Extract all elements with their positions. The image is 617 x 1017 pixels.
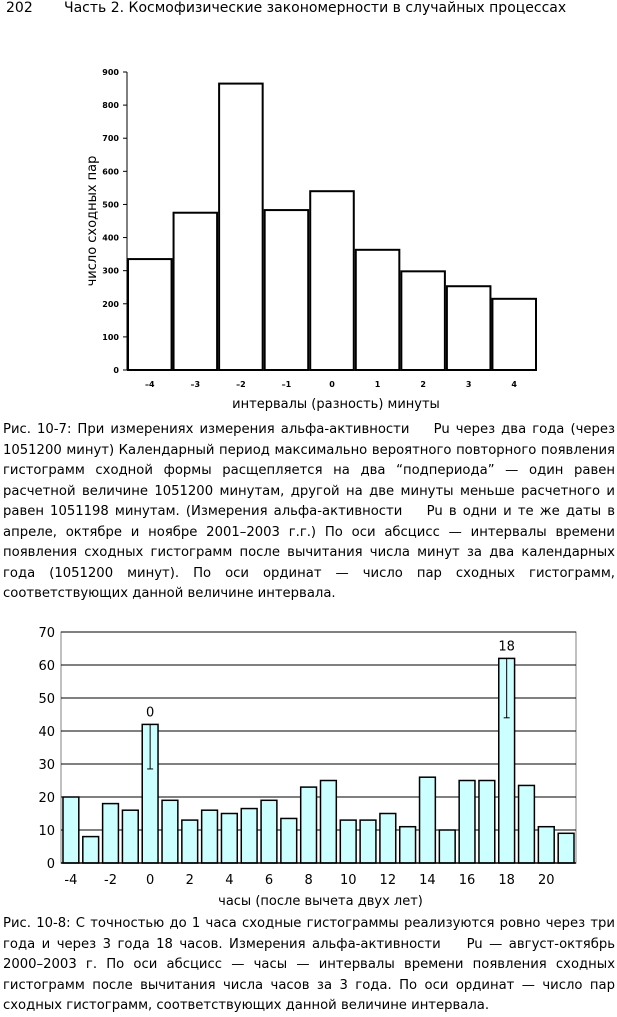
bar	[162, 800, 178, 863]
bar	[479, 781, 495, 864]
x-axis-label: часы (после вычета двух лет)	[218, 894, 423, 909]
histogram-hours-chart	[0, 622, 617, 912]
bar	[202, 810, 218, 863]
y-tick-label: 500	[102, 200, 119, 210]
data-annotation: 18	[498, 639, 515, 655]
x-tick-label: –3	[190, 380, 201, 389]
bar	[380, 814, 396, 864]
bar	[519, 785, 535, 863]
bar	[400, 827, 416, 863]
page-number: 202	[6, 0, 33, 16]
x-tick-label: 8	[304, 873, 313, 888]
y-tick-label: 700	[102, 134, 119, 144]
x-tick-label: –2	[236, 380, 246, 389]
bar	[261, 800, 277, 863]
bar	[174, 213, 218, 370]
y-tick-label: 50	[38, 692, 55, 707]
bar	[321, 781, 337, 864]
bar	[221, 814, 237, 864]
y-tick-label: 200	[102, 299, 119, 309]
bar	[265, 210, 309, 370]
y-tick-label: 400	[102, 233, 119, 243]
page-header	[6, 0, 614, 20]
bar	[310, 191, 354, 370]
y-tick-label: 100	[102, 332, 119, 342]
bar	[492, 299, 536, 370]
figure-10-7-caption: Рис. 10-7: При измерениях измерения альфа-активности Pu через два года (через 1051200 минут) Календарный период максимально вероятного повторного появления гистограмм сходной формы расщепляется на два “подпериода” — один равен расчетной величине 1051200 минутам, другой на две минуты меньше расчетного и равен 1051198 минутам. (Измерения альфа-активности Pu в одни и те же даты в апреле, октябре и ноябре 2001–2003 г.г.) По оси абсцисс — интервалы времени появления сходных гистограмм после вычитания числа минут за два календарных года (1051200 минут). По оси ординат — число пар сходных гистограмм, соответствующих данной величине интервала.	[3, 422, 615, 601]
y-tick-label: 70	[38, 626, 55, 641]
y-tick-label: 40	[38, 725, 55, 740]
y-tick-label: 30	[38, 758, 55, 773]
x-tick-label: –1	[281, 380, 292, 389]
x-tick-label: 0	[329, 380, 335, 389]
x-tick-label: 4	[511, 380, 518, 389]
y-tick-label: 10	[38, 824, 55, 839]
bar	[281, 818, 297, 863]
x-tick-label: 1	[374, 380, 381, 389]
figure-10-8	[0, 622, 617, 916]
y-tick-label: 20	[38, 791, 55, 806]
bar	[558, 833, 574, 863]
y-tick-label: 0	[46, 857, 55, 872]
y-tick-label: 60	[38, 659, 55, 674]
bar	[83, 837, 99, 863]
x-tick-label: 2	[420, 380, 426, 389]
x-tick-label: 14	[419, 873, 436, 888]
x-tick-label: 4	[225, 873, 234, 888]
y-axis-label: число сходных пар	[85, 155, 100, 287]
bar	[401, 271, 445, 370]
bar	[447, 286, 491, 370]
bar	[63, 797, 79, 863]
bar	[241, 809, 257, 863]
bar	[356, 250, 400, 370]
histogram-minutes-chart	[0, 60, 617, 415]
data-annotation: 0	[145, 705, 155, 721]
figure-10-7	[0, 60, 617, 419]
x-tick-label: -4	[64, 873, 78, 888]
x-tick-label: 12	[379, 873, 397, 888]
bar	[538, 827, 554, 863]
y-tick-label: 600	[102, 167, 119, 177]
bar	[122, 810, 138, 863]
y-tick-label: 900	[102, 68, 119, 77]
bar	[340, 820, 356, 863]
figure-10-8-caption: Рис. 10-8: С точностью до 1 часа сходные гистограммы реализуются ровно через три года и через 3 года 18 часов. Измерения альфа-активности Pu — август-октябрь 2000–2003 г. По оси абсцисс — часы — интервалы времени появления сходных гистограмм после вычитания числа часов за 3 года. По оси ординат — число пар сходных гистограмм, соответствующих данной величине интервала.	[3, 916, 615, 1013]
y-tick-label: 300	[102, 266, 119, 276]
x-axis-label: интервалы (разность) минуты	[232, 397, 440, 412]
x-tick-label: 3	[465, 380, 472, 389]
x-tick-label: 10	[339, 873, 357, 888]
bar	[360, 820, 376, 863]
x-tick-label: 18	[498, 873, 515, 888]
x-tick-label: 20	[538, 873, 555, 888]
x-tick-label: 16	[458, 873, 476, 888]
running-title: Часть 2. Космофизические закономерности в случайных процессах	[64, 0, 567, 16]
bar	[103, 804, 119, 863]
x-tick-label: –4	[144, 380, 155, 389]
y-tick-label: 0	[113, 366, 119, 375]
x-tick-label: 6	[264, 873, 274, 888]
x-tick-label: 0	[145, 873, 155, 888]
bar	[182, 820, 198, 863]
bar	[459, 781, 475, 864]
bar	[301, 787, 317, 863]
x-tick-label: 2	[185, 873, 194, 888]
bar	[420, 777, 436, 863]
bar	[128, 259, 172, 370]
bar	[219, 84, 263, 370]
bar	[439, 830, 455, 863]
y-tick-label: 800	[102, 101, 119, 111]
x-tick-label: -2	[104, 873, 118, 888]
